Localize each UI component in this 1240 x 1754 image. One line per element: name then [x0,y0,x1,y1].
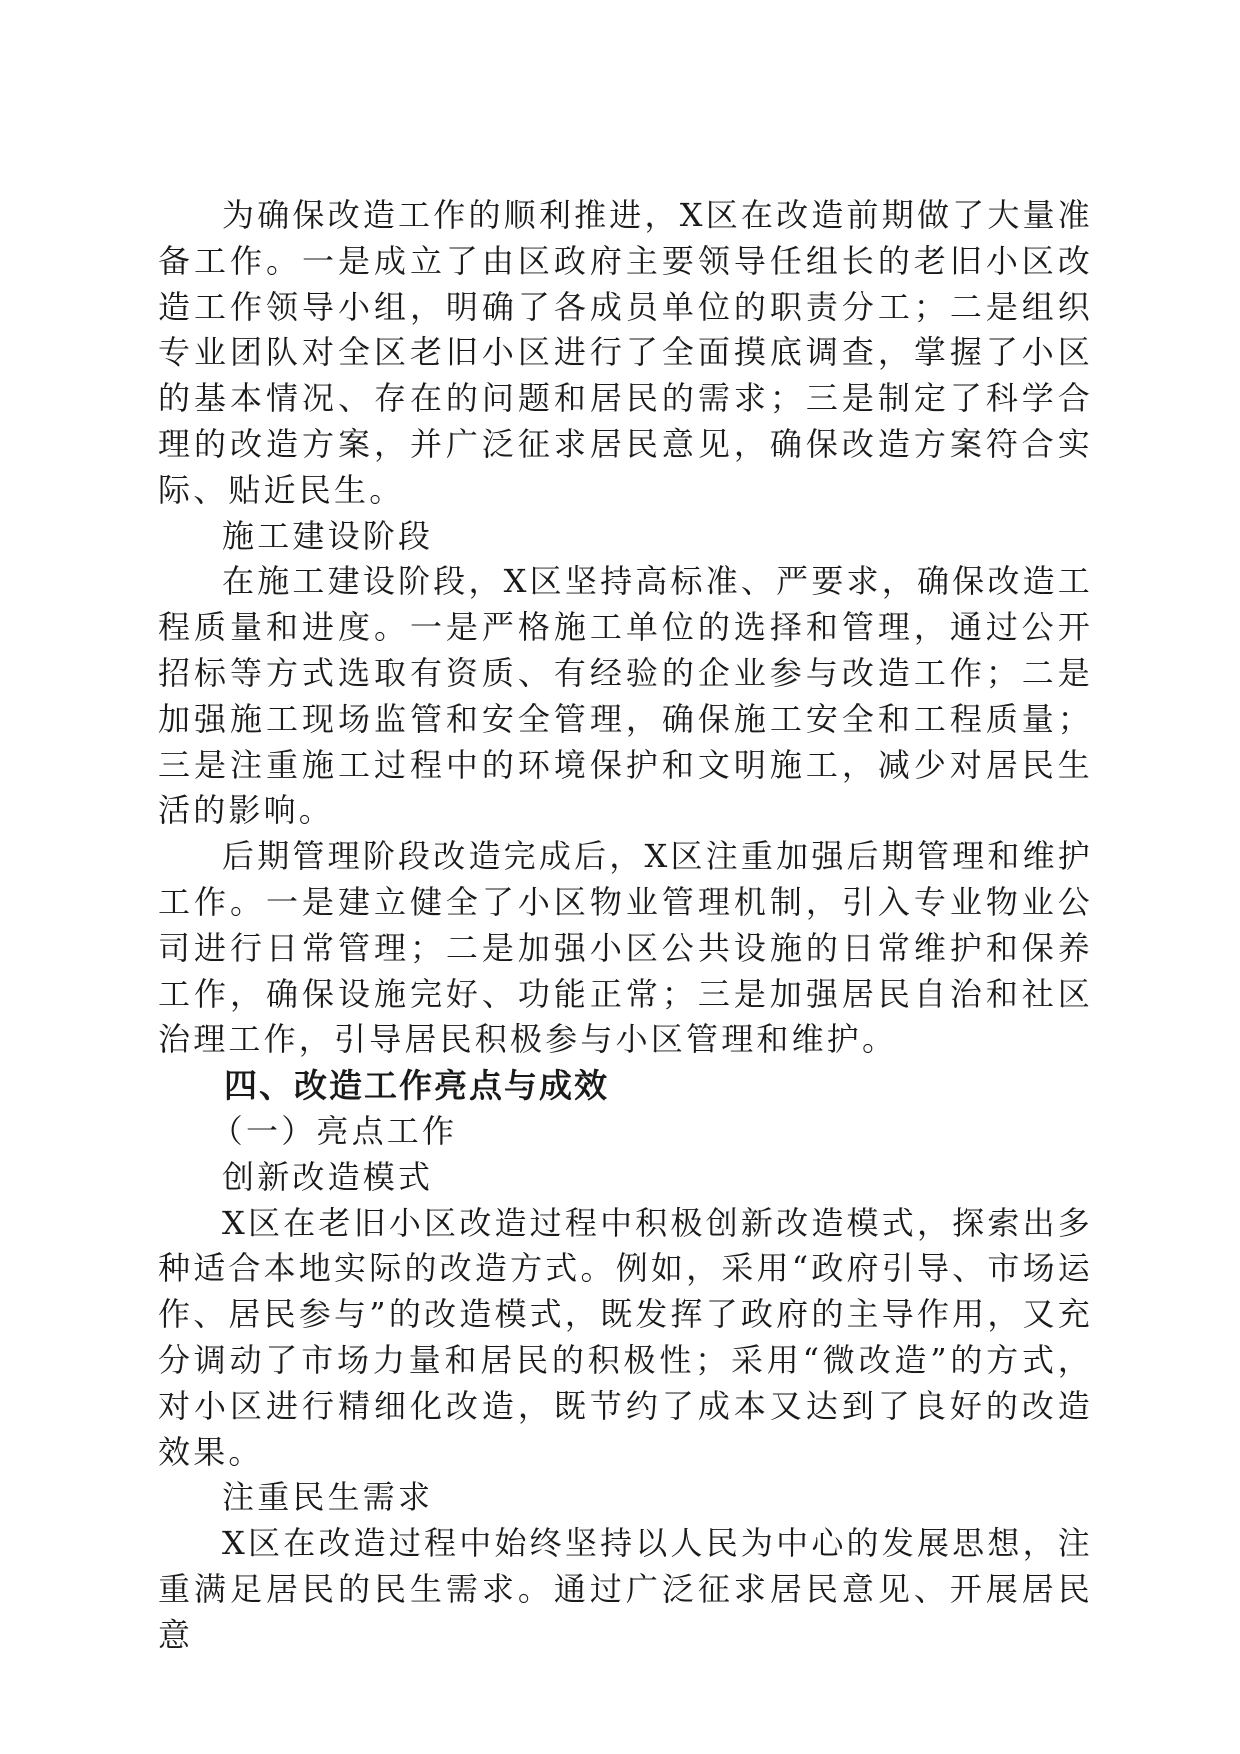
paragraph-livelihood: X区在改造过程中始终坚持以人民为中心的发展思想，注重满足居民的民生需求。通过广泛征求居民意见、开展居民意 [158,1524,1093,1654]
subheading-construction-stage: 施工建设阶段 [222,516,434,555]
subsection-heading-highlights: （一）亮点工作 [210,1111,458,1150]
subheading-innovation-mode: 创新改造模式 [222,1157,434,1196]
subheading-livelihood-needs: 注重民生需求 [222,1478,434,1517]
document-body [158,193,1093,1659]
paragraph-preparation: 为确保改造工作的顺利推进，X区在改造前期做了大量准备工作。一是成立了由区政府主要领导任组长的老旧小区改造工作领导小组，明确了各成员单位的职责分工；二是组织专业团队对全区老旧小区进行了全面摸底调查，掌握了小区的基本情况、存在的问题和居民的需求；三是制定了科学合理的改造方案，并广泛征求居民意见，确保改造方案符合实际、贴近民生。 [158,196,1093,509]
paragraph-innovation: X区在老旧小区改造过程中积极创新改造模式，探索出多种适合本地实际的改造方式。例如，采用“政府引导、市场运作、居民参与”的改造模式，既发挥了政府的主导作用，又充分调动了市场力量和居民的积极性；采用“微改造”的方式，对小区进行精细化改造，既节约了成本又达到了良好的改造效果。 [158,1203,1093,1471]
paragraph-post-management: 后期管理阶段改造完成后，X区注重加强后期管理和维护工作。一是建立健全了小区物业管理机制，引入专业物业公司进行日常管理；二是加强小区公共设施的日常维护和保养工作，确保设施完好、功能正常；三是加强居民自治和社区治理工作，引导居民积极参与小区管理和维护。 [158,837,1093,1059]
paragraph-construction: 在施工建设阶段，X区坚持高标准、严要求，确保改造工程质量和进度。一是严格施工单位的选择和管理，通过公开招标等方式选取有资质、有经验的企业参与改造工作；二是加强施工现场监管和安全管理，确保施工安全和工程质量；三是注重施工过程中的环境保护和文明施工，减少对居民生活的影响。 [158,562,1093,830]
section-heading-highlights-results: 四、改造工作亮点与成效 [224,1066,609,1106]
